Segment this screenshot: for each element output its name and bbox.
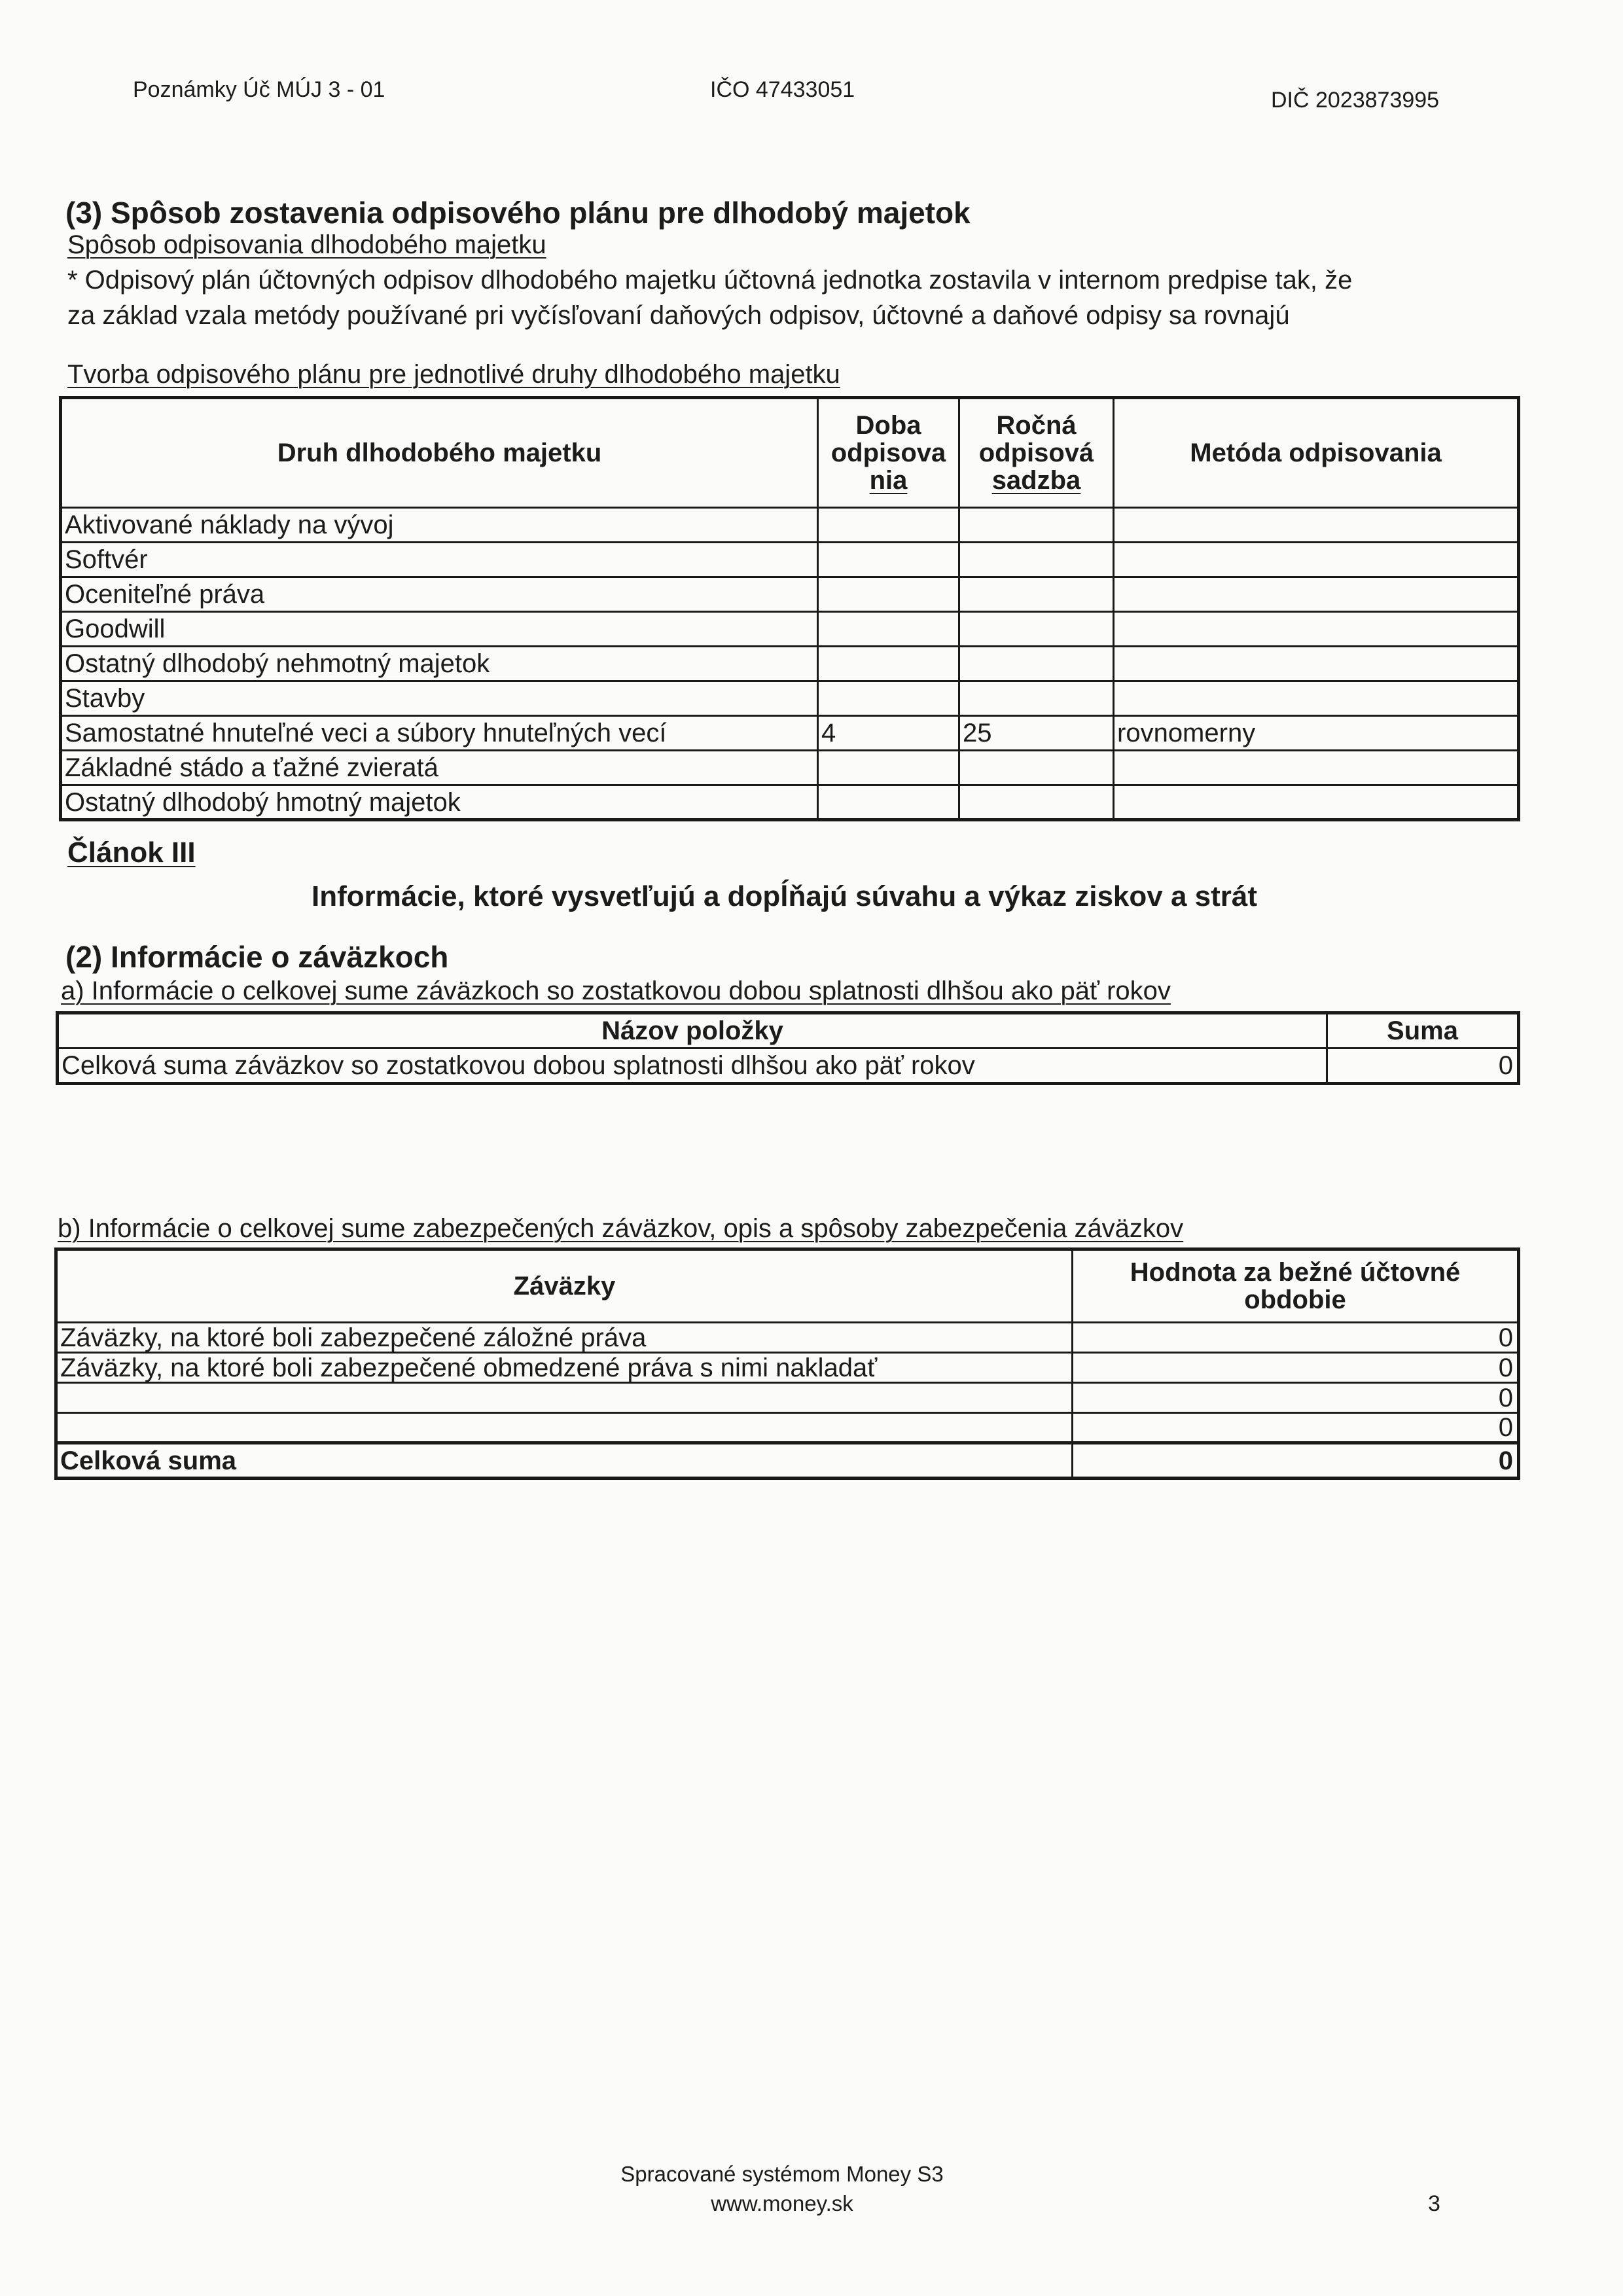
- depreciation-period-cell: [818, 785, 959, 820]
- secured-liabilities-total-row: [56, 1443, 1519, 1479]
- annual-rate-cell: 25: [959, 716, 1114, 751]
- section3-title: (3) Spôsob zostavenia odpisového plánu pre dlhodobý majetok: [65, 196, 971, 230]
- method-cell: [1114, 577, 1519, 612]
- long-term-liabilities-value: 0: [1327, 1049, 1519, 1084]
- section3-paragraph-line1: * Odpisový plán účtovných odpisov dlhodobého majetku účtovná jednotka zostavila v internom predpise tak, že: [67, 266, 1353, 295]
- asset-type-cell: Aktivované náklady na vývoj: [61, 508, 818, 543]
- table-row: [61, 577, 1519, 612]
- liabilities-b-caption: b) Informácie o celkovej sume zabezpečených záväzkov, opis a spôsoby zabezpečenia záväzkov: [58, 1214, 1184, 1243]
- annual-rate-cell: [959, 681, 1114, 716]
- col-liabilities: Záväzky: [56, 1249, 1073, 1323]
- header-ico: IČO 47433051: [710, 77, 855, 102]
- secured-liabilities-header: [56, 1249, 1519, 1323]
- annual-rate-cell: [959, 508, 1114, 543]
- depreciation-period-cell: [818, 612, 959, 647]
- footer-link[interactable]: www.money.sk: [711, 2191, 853, 2215]
- col-annual-rate-line1: Ročná: [996, 411, 1077, 440]
- depreciation-period-cell: [818, 647, 959, 681]
- col-depreciation-period-line3: nia: [869, 466, 908, 495]
- depreciation-plan-table: [59, 396, 1520, 821]
- annual-rate-cell: [959, 577, 1114, 612]
- secured-liability-label: [56, 1383, 1073, 1413]
- depreciation-table-header: [61, 398, 1519, 508]
- col-annual-rate: [959, 398, 1114, 508]
- depreciation-period-cell: [818, 508, 959, 543]
- col-method: Metóda odpisovania: [1114, 398, 1519, 508]
- asset-type-cell: Ostatný dlhodobý hmotný majetok: [61, 785, 818, 820]
- article-label: Článok III: [67, 836, 196, 869]
- col-asset-type: Druh dlhodobého majetku: [61, 398, 818, 508]
- depreciation-period-cell: 4: [818, 716, 959, 751]
- depreciation-period-cell: [818, 681, 959, 716]
- col-depreciation-period-line1: Doba: [855, 411, 921, 440]
- method-cell: [1114, 647, 1519, 681]
- table-row: [56, 1323, 1519, 1353]
- secured-liability-label: [56, 1413, 1073, 1443]
- secured-liability-value: 0: [1073, 1383, 1519, 1413]
- table-row: [61, 751, 1519, 785]
- asset-type-cell: Oceniteľné práva: [61, 577, 818, 612]
- asset-type-cell: Základné stádo a ťažné zvieratá: [61, 751, 818, 785]
- depreciation-period-cell: [818, 751, 959, 785]
- table-row: [61, 647, 1519, 681]
- depreciation-table-caption: Tvorba odpisového plánu pre jednotlivé druhy dlhodobého majetku: [67, 360, 840, 389]
- table-row: [61, 543, 1519, 577]
- annual-rate-cell: [959, 647, 1114, 681]
- annual-rate-cell: [959, 612, 1114, 647]
- table-row: [56, 1353, 1519, 1383]
- col-sum: Suma: [1327, 1013, 1519, 1049]
- table-row: [61, 716, 1519, 751]
- method-cell: [1114, 508, 1519, 543]
- table-row: [61, 681, 1519, 716]
- method-cell: [1114, 785, 1519, 820]
- long-term-liabilities-label: Celková suma záväzkov so zostatkovou dobou splatnosti dlhšou ako päť rokov: [58, 1049, 1327, 1084]
- depreciation-period-cell: [818, 543, 959, 577]
- depreciation-period-cell: [818, 577, 959, 612]
- depreciation-table-body: [61, 508, 1519, 820]
- method-cell: [1114, 751, 1519, 785]
- secured-liability-value: 0: [1073, 1353, 1519, 1383]
- secured-liability-label: Záväzky, na ktoré boli zabezpečené záložné práva: [56, 1323, 1073, 1353]
- article-heading: Informácie, ktoré vysvetľujú a dopĺňajú súvahu a výkaz ziskov a strát: [312, 880, 1258, 912]
- col-item-name: Názov položky: [58, 1013, 1327, 1049]
- annual-rate-cell: [959, 751, 1114, 785]
- secured-liabilities-total-value: 0: [1073, 1443, 1519, 1479]
- secured-liabilities-table: [54, 1247, 1520, 1480]
- table-row: [56, 1383, 1519, 1413]
- col-current-period-value-line1: Hodnota za bežné účtovné: [1130, 1258, 1461, 1287]
- col-current-period-value: [1073, 1249, 1519, 1323]
- col-depreciation-period-line2: odpisova: [830, 439, 946, 467]
- header-dic: DIČ 2023873995: [1271, 88, 1440, 113]
- secured-liability-value: 0: [1073, 1413, 1519, 1443]
- long-term-liabilities-header: [58, 1013, 1519, 1049]
- col-current-period-value-line2: obdobie: [1244, 1285, 1346, 1314]
- secured-liability-label: Záväzky, na ktoré boli zabezpečené obmedzené práva s nimi nakladať: [56, 1353, 1073, 1383]
- method-cell: rovnomerny: [1114, 716, 1519, 751]
- asset-type-cell: Softvér: [61, 543, 818, 577]
- table-row: [61, 508, 1519, 543]
- method-cell: [1114, 612, 1519, 647]
- asset-type-cell: Samostatné hnuteľné veci a súbory hnuteľných vecí: [61, 716, 818, 751]
- method-cell: [1114, 543, 1519, 577]
- table-row: [61, 785, 1519, 820]
- long-term-liabilities-table: [56, 1011, 1520, 1085]
- secured-liability-value: 0: [1073, 1323, 1519, 1353]
- table-row: [56, 1413, 1519, 1443]
- asset-type-cell: Ostatný dlhodobý nehmotný majetok: [61, 647, 818, 681]
- section2-title: (2) Informácie o záväzkoch: [65, 940, 449, 974]
- page-number: 3: [1428, 2191, 1440, 2216]
- section3-subtitle: Spôsob odpisovania dlhodobého majetku: [67, 230, 546, 259]
- table-row: [58, 1049, 1519, 1084]
- asset-type-cell: Goodwill: [61, 612, 818, 647]
- annual-rate-cell: [959, 543, 1114, 577]
- annual-rate-cell: [959, 785, 1114, 820]
- col-annual-rate-line3: sadzba: [991, 466, 1081, 495]
- method-cell: [1114, 681, 1519, 716]
- secured-liabilities-body: [56, 1323, 1519, 1443]
- col-depreciation-period: [818, 398, 959, 508]
- section3-paragraph-line2: za základ vzala metódy používané pri vyčísľovaní daňových odpisov, účtovné a daňové odpisy sa rovnajú: [67, 301, 1290, 330]
- liabilities-a-caption: a) Informácie o celkovej sume záväzkoch so zostatkovou dobou splatnosti dlhšou ako päť rokov: [61, 977, 1171, 1005]
- col-annual-rate-line2: odpisová: [978, 439, 1094, 467]
- footer-line1: Spracované systémom Money S3: [620, 2162, 944, 2186]
- header-left: Poznámky Úč MÚJ 3 - 01: [133, 77, 385, 102]
- asset-type-cell: Stavby: [61, 681, 818, 716]
- table-row: [61, 612, 1519, 647]
- secured-liabilities-total-label: Celková suma: [56, 1443, 1073, 1479]
